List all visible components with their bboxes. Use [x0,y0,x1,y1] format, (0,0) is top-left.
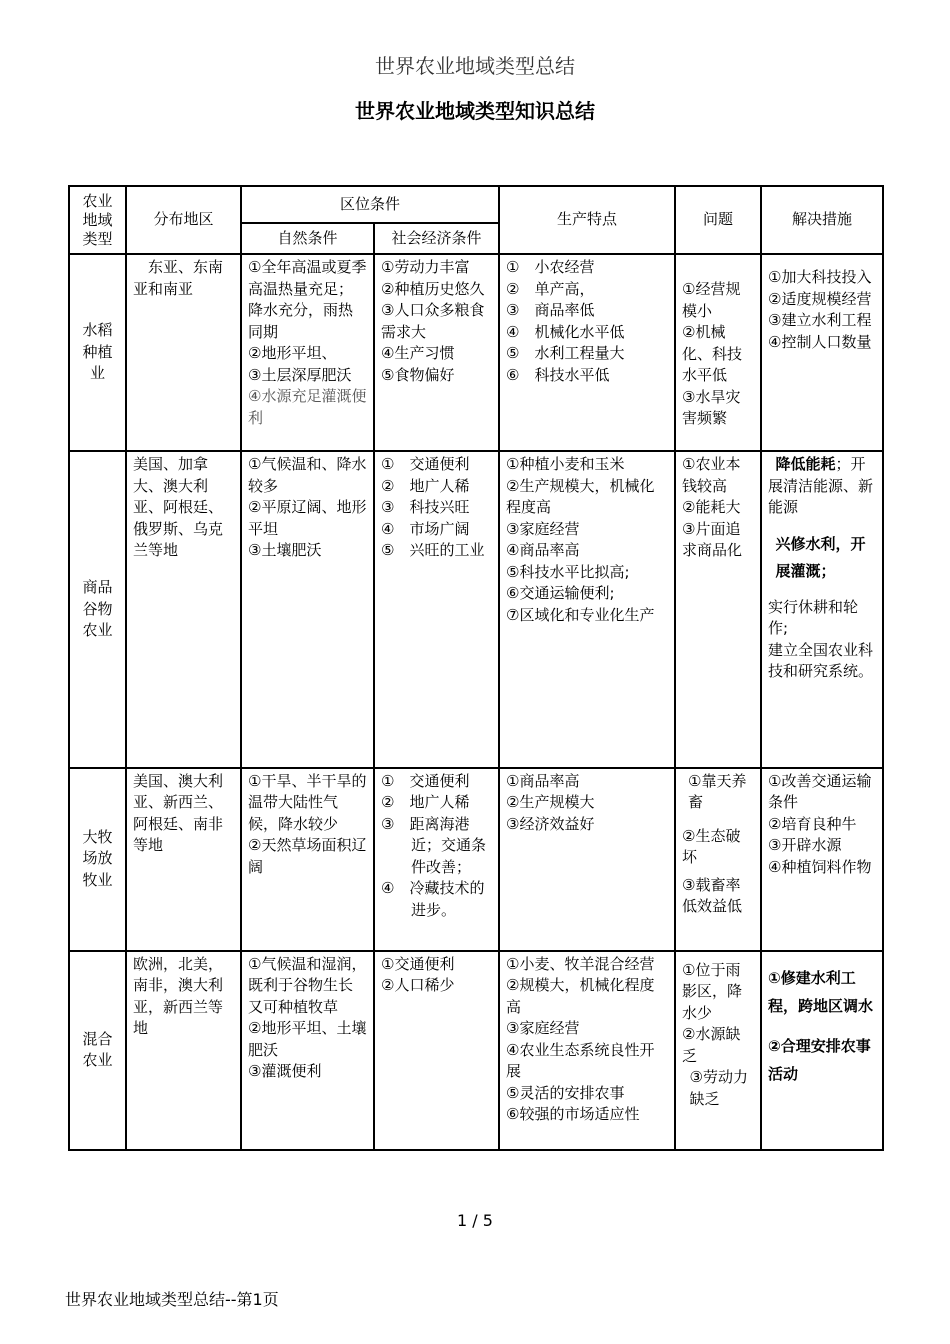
production-item: ④农业生态系统良性开展 [506,1040,655,1081]
production-item: ⑥交通运输便利; [506,584,615,603]
solution-item: 实行休耕和轮作; [768,597,859,638]
social-item: ③ 科技兴旺 [381,498,470,517]
social-cell [374,951,499,1150]
solution-item: ①改善交通运输条件 [768,771,872,812]
social-cell [374,451,499,767]
natural-item: ③土层深厚肥沃 [248,365,352,384]
problem-item: ③劳动力缺乏 [689,1068,748,1108]
solutions-cell [761,254,883,451]
natural-item: ③灌溉便利 [248,1062,322,1081]
problem-item: ②机械化、科技水平低 [682,323,743,385]
header-location-conditions: 区位条件 [241,186,499,223]
production-item: ②生产规模大，机械化程度高 [506,476,655,517]
production-item: ⑤科技水平比拟高; [506,562,630,581]
solutions-cell [761,451,883,767]
problem-item: ③载畜率低效益低 [682,875,743,916]
natural-cell [241,768,374,951]
natural-item: ③土壤肥沃 [248,541,322,560]
social-item: ④ 冷藏技术的进步。 [381,879,485,919]
solutions-cell [761,768,883,951]
region-cell [126,768,241,951]
page-number: 1 / 5 [457,1211,493,1230]
natural-item: ②地形平坦、土壤肥沃 [248,1019,367,1059]
solution-item: ④种植饲料作物 [768,857,872,876]
natural-item: ①干旱、半干旱的温带大陆性气候，降水较少 [248,771,367,833]
natural-cell [241,951,374,1150]
production-item: ②规模大，机械化程度高 [506,976,655,1016]
social-item: ① 交通便利 [381,771,470,790]
region-cell [126,451,241,767]
running-header: 世界农业地域类型总结 [375,54,575,78]
production-cell [499,451,675,767]
production-item: ① 小农经营 [506,258,595,277]
solution-item: ②合理安排农事活动 [768,1036,871,1083]
production-item: ② 单产高， [506,279,595,298]
header-natural: 自然条件 [241,223,374,254]
social-item: ③人口众多粮食需求大 [381,301,485,341]
problem-item: ②生态破坏 [682,826,741,867]
header-problems: 问题 [675,186,761,254]
solution-item: ③开辟水源 [768,836,842,855]
production-cell [499,951,675,1150]
production-item: ①种植小麦和玉米 [506,455,625,474]
natural-item: ④水源充足灌溉便利 [248,387,367,427]
page-footer: 世界农业地域类型总结--第1页 [65,1290,279,1309]
solution-emphasis: 降低能耗 [775,455,836,474]
social-item: ① 交通便利 [381,455,470,474]
table-row-rice [69,254,883,451]
natural-cell [241,254,374,451]
production-item: ③ 商品率低 [506,301,595,320]
production-item: ⑤灵活的安排农事 [506,1083,625,1102]
type-cell: 大牧 场放 牧业 [69,768,126,951]
agriculture-types-table [68,185,884,1151]
problem-item: ②能耗大 [682,498,741,517]
region-text: 美国、加拿大、澳大利亚、阿根廷、俄罗斯、乌克兰等地 [133,455,224,560]
table-row-mixed [69,951,883,1150]
type-cell: 水稻 种植 业 [69,254,126,451]
solution-text: ；开展清洁能源、新能源 [768,455,874,517]
solution-item: ②培育良种牛 [768,814,857,833]
social-item: ①交通便利 [381,954,455,973]
header-type: 农业 地域 类型 [69,186,126,254]
type-cell: 混合 农业 [69,951,126,1150]
problem-item: ①靠天养畜 [688,771,747,812]
production-item: ⑦区域化和专业化生产 [506,605,655,624]
problems-cell [675,254,761,451]
problems-cell [675,451,761,767]
table-row-ranching [69,768,883,951]
social-item: ②种植历史悠久 [381,279,485,298]
problem-item: ①位于雨影区，降水少 [682,960,743,1022]
social-item: ③ 距离海港近；交通条件改善； [381,814,487,876]
problem-item: ③水旱灾害频繁 [682,387,741,428]
natural-item: ②天然草场面积辽阔 [248,836,367,876]
solution-item [768,454,876,519]
solution-item: ①修建水利工程，跨地区调水 [768,968,874,1015]
social-item: ② 地广人稀 [381,476,470,495]
problem-item: ③片面追求商品化 [682,519,743,560]
natural-item: ①全年高温或夏季高温热量充足；降水充分，雨热同期 [248,258,367,341]
production-item: ①小麦、牧羊混合经营 [506,954,655,973]
problems-cell [675,951,761,1150]
production-item: ④商品率高 [506,541,580,560]
solution-item: ③建立水利工程 [768,311,872,330]
natural-cell [241,451,374,767]
social-item: ④ 市场广阔 [381,519,470,538]
region-text: 美国、澳大利亚、新西兰、阿根廷、南非等地 [133,771,224,855]
document-title: 世界农业地域类型知识总结 [355,99,595,123]
region-text: 东亚、东南亚和南亚 [133,258,224,298]
natural-item: ①气候温和、降水较多 [248,455,367,495]
production-item: ③家庭经营 [506,519,580,538]
social-cell [374,254,499,451]
production-item: ⑥ 科技水平低 [506,365,610,384]
natural-item: ①气候温和湿润，既利于谷物生长又可种植牧草 [248,954,367,1016]
region-text: 欧洲，北美，南非，澳大利亚，新西兰等地 [133,954,224,1038]
type-cell: 商品 谷物 农业 [69,451,126,767]
production-item: ②生产规模大 [506,793,595,812]
production-item: ③经济效益好 [506,814,595,833]
problems-cell [675,768,761,951]
region-cell [126,951,241,1150]
social-item: ⑤ 兴旺的工业 [381,541,485,560]
solution-item: ②适度规模经营 [768,289,872,308]
header-production: 生产特点 [499,186,675,254]
solution-item: 建立全国农业科技和研究系统。 [768,640,874,681]
natural-item: ②平原辽阔、地形平坦 [248,498,367,538]
production-cell [499,768,675,951]
production-item: ③家庭经营 [506,1019,580,1038]
region-cell [126,254,241,451]
header-region: 分布地区 [126,186,241,254]
social-item: ② 地广人稀 [381,793,470,812]
problem-item: ①经营规模小 [682,280,741,320]
production-item: ⑥较强的市场适应性 [506,1105,640,1124]
problem-item: ①农业本钱较高 [682,455,741,495]
production-cell [499,254,675,451]
social-cell [374,768,499,951]
production-item: ⑤ 水利工程量大 [506,344,625,363]
social-item: ②人口稀少 [381,976,455,995]
solution-item: ④控制人口数量 [768,332,872,351]
problem-item: ②水源缺乏 [682,1025,741,1065]
production-item: ①商品率高 [506,771,580,790]
solutions-cell [761,951,883,1150]
social-item: ①劳动力丰富 [381,258,470,277]
social-item: ⑤食物偏好 [381,365,455,384]
header-socio-economic: 社会经济条件 [374,223,499,254]
solution-item: 兴修水利，开展灌溉； [775,534,866,580]
header-solutions: 解决措施 [761,186,883,254]
natural-item: ②地形平坦、 [248,344,337,363]
table-row-grain [69,451,883,767]
social-item: ④生产习惯 [381,344,455,363]
solution-item: ①加大科技投入 [768,268,872,287]
production-item: ④ 机械化水平低 [506,322,625,341]
